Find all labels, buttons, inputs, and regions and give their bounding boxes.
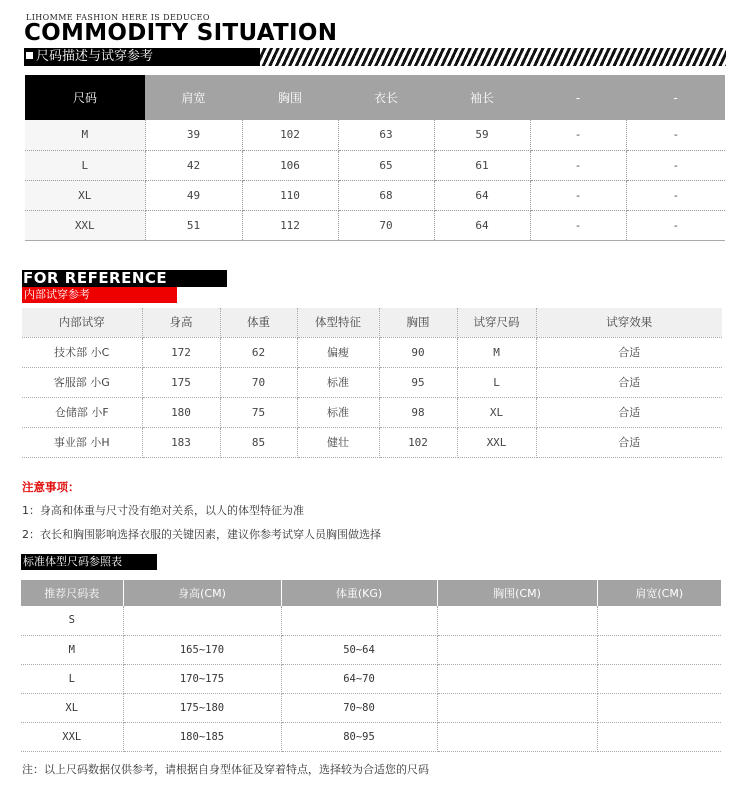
size-table-header: 尺码 (25, 75, 145, 120)
reference-title: FOR REFERENCE (22, 270, 227, 287)
table-cell: - (626, 210, 725, 240)
table-cell: 客服部 小G (22, 367, 142, 397)
table-cell: XL (21, 693, 123, 722)
table-cell: - (530, 120, 626, 150)
table-cell: 95 (379, 367, 457, 397)
table-cell: 180~185 (123, 722, 281, 751)
size-table-header: 袖长 (434, 75, 530, 120)
table-cell: 112 (242, 210, 338, 240)
table-cell (123, 606, 281, 635)
table-row (22, 367, 722, 397)
standard-header: 体重(KG) (281, 580, 437, 606)
table-cell: 标准 (297, 397, 379, 427)
reference-header: 体重 (220, 308, 297, 337)
table-cell (597, 693, 721, 722)
table-cell: - (530, 210, 626, 240)
table-cell: L (457, 367, 536, 397)
table-row (25, 180, 725, 210)
table-cell: 175~180 (123, 693, 281, 722)
decorative-stripes (260, 48, 726, 66)
table-cell: 175 (142, 367, 220, 397)
section-bar-size (24, 48, 260, 66)
reference-header: 胸围 (379, 308, 457, 337)
table-cell: 63 (338, 120, 434, 150)
table-cell (437, 635, 597, 664)
table-cell: L (21, 664, 123, 693)
table-cell: - (530, 180, 626, 210)
table-cell: 49 (145, 180, 242, 210)
table-cell (597, 664, 721, 693)
table-row (21, 722, 721, 751)
table-cell: XXL (21, 722, 123, 751)
square-bullet-icon (26, 52, 33, 59)
table-cell: 172 (142, 337, 220, 367)
table-cell: 75 (220, 397, 297, 427)
size-table-header: 肩宽 (145, 75, 242, 120)
table-cell: 合适 (536, 337, 722, 367)
table-cell: L (25, 150, 145, 180)
table-cell: 64 (434, 210, 530, 240)
notes-title: 注意事项： (22, 480, 80, 494)
table-cell: 事业部 小H (22, 427, 142, 457)
table-row (25, 150, 725, 180)
table-row (25, 120, 725, 150)
page-title: COMMODITY SITUATION (24, 20, 338, 46)
table-cell: M (457, 337, 536, 367)
table-row (21, 606, 721, 635)
table-cell: 偏瘦 (297, 337, 379, 367)
size-table-header: 胸围 (242, 75, 338, 120)
table-cell: - (626, 120, 725, 150)
table-cell: 61 (434, 150, 530, 180)
table-cell (437, 606, 597, 635)
table-cell: XL (457, 397, 536, 427)
reference-header: 试穿尺码 (457, 308, 536, 337)
size-table-header-row (25, 75, 725, 120)
table-cell: 170~175 (123, 664, 281, 693)
table-row (21, 664, 721, 693)
table-cell: - (530, 150, 626, 180)
table-cell: 64~70 (281, 664, 437, 693)
table-cell (437, 722, 597, 751)
table-cell (597, 606, 721, 635)
table-cell: 59 (434, 120, 530, 150)
table-cell: S (21, 606, 123, 635)
table-cell: 42 (145, 150, 242, 180)
fitting-reference-table (22, 308, 722, 458)
table-cell: 183 (142, 427, 220, 457)
table-cell: XL (25, 180, 145, 210)
table-cell: 80~95 (281, 722, 437, 751)
table-cell: 合适 (536, 397, 722, 427)
table-cell: 65 (338, 150, 434, 180)
table-cell: 标准 (297, 367, 379, 397)
table-cell: 64 (434, 180, 530, 210)
reference-subtitle: 内部试穿参考 (22, 287, 177, 303)
table-cell: 68 (338, 180, 434, 210)
table-cell: 70 (338, 210, 434, 240)
table-cell: 技术部 小C (22, 337, 142, 367)
table-row (21, 693, 721, 722)
note-item: 1：身高和体重与尺寸没有绝对关系，以人的体型特征为准 (22, 504, 304, 517)
table-row (22, 337, 722, 367)
table-cell: 62 (220, 337, 297, 367)
table-cell (437, 693, 597, 722)
size-table-header: - (530, 75, 626, 120)
table-cell (437, 664, 597, 693)
standard-header: 肩宽(CM) (597, 580, 721, 606)
table-cell (597, 722, 721, 751)
table-cell: 98 (379, 397, 457, 427)
table-cell: XXL (25, 210, 145, 240)
table-cell: - (626, 150, 725, 180)
table-cell: 85 (220, 427, 297, 457)
table-cell: 165~170 (123, 635, 281, 664)
standard-header: 身高(CM) (123, 580, 281, 606)
size-table (25, 75, 725, 241)
section-subtitle: 尺码描述与试穿参考 (36, 49, 154, 64)
table-cell: 102 (379, 427, 457, 457)
table-cell (281, 606, 437, 635)
table-cell: M (21, 635, 123, 664)
table-cell: 106 (242, 150, 338, 180)
table-cell: 180 (142, 397, 220, 427)
standard-header-row (21, 580, 721, 606)
table-cell (597, 635, 721, 664)
brand-tagline: LIHOMME FASHION HERE IS DEDUCEO (26, 13, 210, 22)
table-row (25, 210, 725, 240)
size-table-header: 衣长 (338, 75, 434, 120)
table-row (21, 635, 721, 664)
standard-size-title: 标准体型尺码参照表 (21, 554, 157, 570)
size-table-header: - (626, 75, 725, 120)
table-cell: M (25, 120, 145, 150)
table-cell: XXL (457, 427, 536, 457)
standard-header: 推荐尺码表 (21, 580, 123, 606)
reference-header: 身高 (142, 308, 220, 337)
table-row (22, 397, 722, 427)
table-row (22, 427, 722, 457)
footnote: 注：以上尺码数据仅供参考，请根据自身型体征及穿着特点，选择较为合适您的尺码 (22, 763, 429, 776)
table-cell: 70 (220, 367, 297, 397)
table-cell: - (626, 180, 725, 210)
table-cell: 51 (145, 210, 242, 240)
table-cell: 合适 (536, 367, 722, 397)
table-cell: 110 (242, 180, 338, 210)
reference-header-row (22, 308, 722, 337)
table-cell: 仓储部 小F (22, 397, 142, 427)
note-item: 2：衣长和胸围影响选择衣服的关键因素，建议你参考试穿人员胸围做选择 (22, 528, 381, 541)
reference-header: 体型特征 (297, 308, 379, 337)
table-cell: 70~80 (281, 693, 437, 722)
table-cell: 39 (145, 120, 242, 150)
table-cell: 102 (242, 120, 338, 150)
table-cell: 50~64 (281, 635, 437, 664)
table-cell: 合适 (536, 427, 722, 457)
reference-header: 内部试穿 (22, 308, 142, 337)
standard-size-table (21, 580, 721, 752)
standard-header: 胸围(CM) (437, 580, 597, 606)
table-cell: 健壮 (297, 427, 379, 457)
reference-header: 试穿效果 (536, 308, 722, 337)
table-cell: 90 (379, 337, 457, 367)
